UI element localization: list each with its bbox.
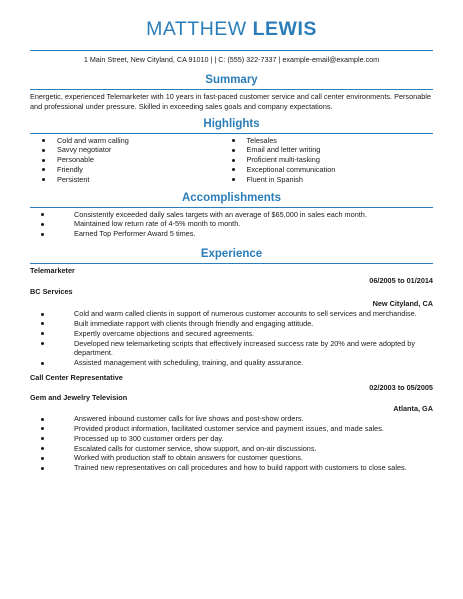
job-bullet: Built immediate rapport with clients through friendly and engaging attitude. [30,319,433,329]
job-bullet: Developed new telemarketing scripts that effectively increased success rate by 20% and were adopted by department. [30,339,433,359]
job-bullet: Cold and warm called clients in support of numerous customer accounts to sell services and merchandise. [30,309,433,319]
job-location: New Cityland, CA [372,299,433,309]
experience-divider [30,263,433,264]
job-bullet: Assisted management with scheduling, training, and quality assurance. [30,358,433,368]
highlight-item: Cold and warm calling [30,136,232,146]
accomplishment-item: Consistently exceeded daily sales targets with an average of $65,000 in sales each month. [30,210,433,220]
job-title: Telemarketer [30,265,75,275]
accomplishments-list [30,210,433,239]
candidate-name [30,0,433,40]
highlight-item: Exceptional communication [232,165,434,175]
contact-info: 1 Main Street, New Cityland, CA 91010 | | C: (555) 322-7337 | example-email@example.com [83,55,380,64]
job-bullet: Answered inbound customer calls for live shows and post-show orders. [30,414,433,424]
accomplishments-heading: Accomplishments [181,191,282,204]
job-bullet: Trained new representatives on call procedures and how to build rapport with customers to close sales. [30,463,433,473]
last-name: LEWIS [252,18,317,40]
highlights-divider [30,133,433,134]
job-bullet: Worked with production staff to obtain answers for customer questions. [30,453,433,463]
job-company: BC Services [30,286,73,296]
highlight-item: Savvy negotiator [30,145,232,155]
job-location: Atlanta, GA [393,404,433,414]
job-bullet: Provided product information, facilitated customer service and payment issues, and made sales. [30,424,433,434]
highlights-grid [30,136,433,185]
first-name: MATTHEW [146,18,247,40]
job-title: Call Center Representative [30,372,123,382]
job-bullet: Expertly overcame objections and secured agreements. [30,329,433,339]
highlight-item: Personable [30,155,232,165]
highlight-item: Persistent [30,175,232,185]
highlight-item: Friendly [30,165,232,175]
job-dates: 02/2003 to 05/2005 [369,382,433,392]
job-bullets [30,309,433,368]
summary-heading: Summary [205,74,258,86]
highlights-heading: Highlights [203,117,260,130]
job-bullet: Escalated calls for customer service, show support, and on-air discussions. [30,444,433,454]
highlights-right-column [232,136,434,185]
job-company: Gem and Jewelry Television [30,392,128,402]
highlight-item: Email and letter writing [232,145,434,155]
highlight-item: Telesales [232,136,434,146]
highlights-left-column [30,136,232,185]
summary-text: Energetic, experienced Telemarketer with 10 years in fast-paced customer service and call center environments. Personable and professional under pressure. Skilled in exceeding sales goals and company expectations. [30,92,431,111]
accomplishments-divider [30,207,433,208]
accomplishment-item: Maintained low return rate of 4-5% month to month. [30,219,433,229]
job-bullet: Processed up to 300 customer orders per day. [30,434,433,444]
highlight-item: Proficient multi-tasking [232,155,434,165]
highlight-item: Fluent in Spanish [232,175,434,185]
experience-heading: Experience [200,247,263,260]
accomplishment-item: Earned Top Performer Award 5 times. [30,229,433,239]
job-dates: 06/2005 to 01/2014 [369,275,433,285]
summary-divider [30,89,433,90]
job-bullets [30,414,433,473]
